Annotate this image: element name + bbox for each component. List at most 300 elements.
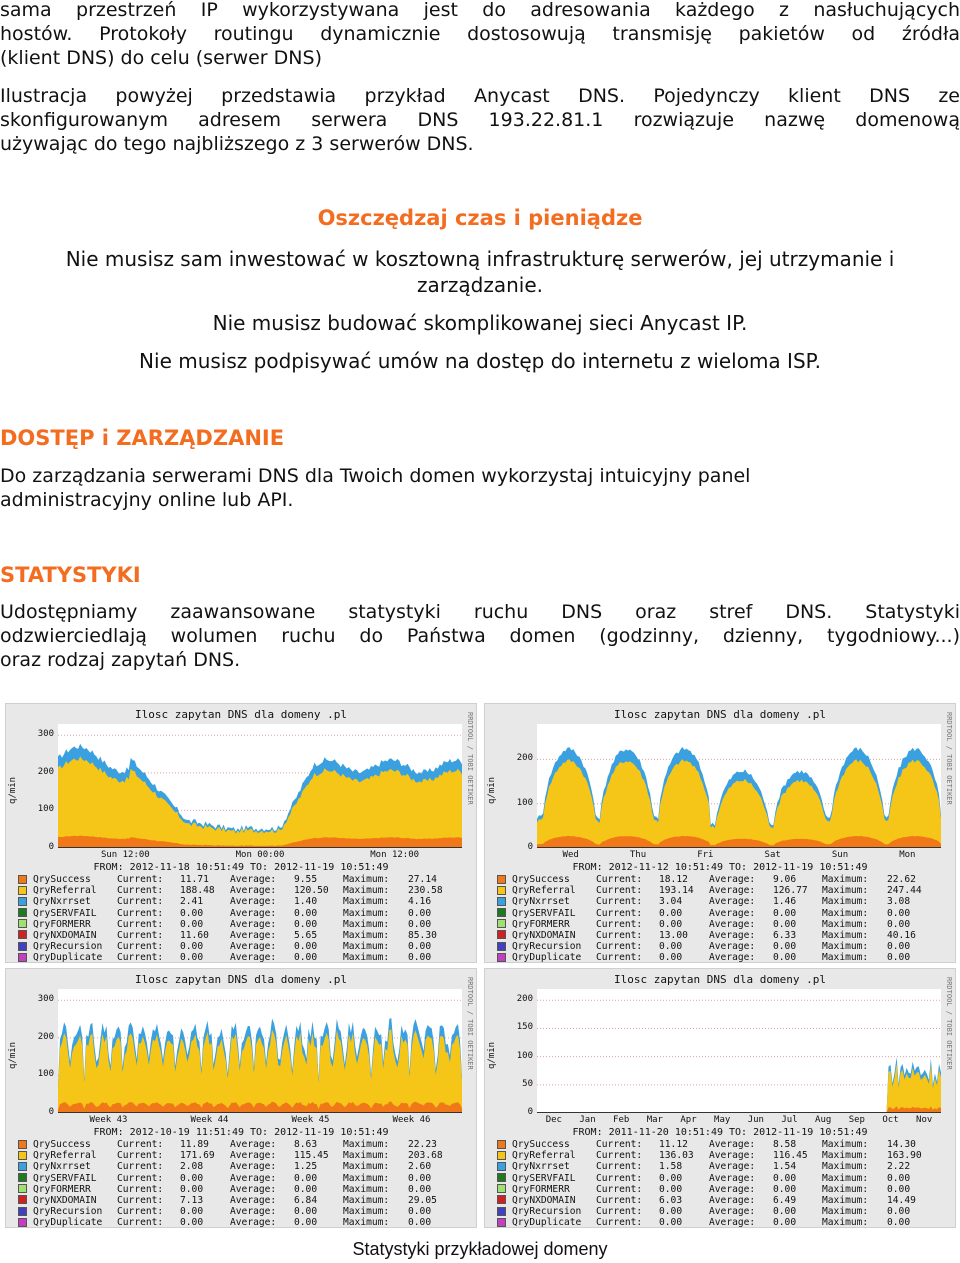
legend-current-label: Current: <box>117 1139 164 1150</box>
legend-maximum-value: 0.00 <box>408 1206 432 1218</box>
plot-background <box>537 989 941 1113</box>
legend-maximum-label: Maximum: <box>343 1172 390 1184</box>
legend-row <box>497 1139 947 1150</box>
legend-maximum-label: Maximum: <box>822 1183 869 1195</box>
legend-maximum-value: 22.62 <box>887 874 916 885</box>
legend-series-name: QryNXDOMAIN <box>512 929 576 941</box>
legend-average-value: 0.00 <box>294 941 318 953</box>
graph-panel <box>484 968 956 1228</box>
legend-swatch <box>18 942 27 951</box>
y-tick-label: 200 <box>37 1031 54 1042</box>
y-axis-label: q/min <box>487 776 497 804</box>
legend-current-label: Current: <box>117 1183 164 1195</box>
graph-plot-area <box>58 989 462 1113</box>
legend-maximum-value: 3.08 <box>887 896 911 908</box>
legend-current-label: Current: <box>596 941 643 953</box>
legend-series-name: QryDuplicate <box>33 952 103 963</box>
legend-current-value: 18.12 <box>659 874 688 885</box>
legend-row <box>497 1161 947 1172</box>
legend-maximum-value: 0.00 <box>408 918 432 930</box>
legend-average-label: Average: <box>709 1139 756 1150</box>
legend-current-value: 11.12 <box>659 1139 688 1150</box>
legend-maximum-value: 85.30 <box>408 929 437 941</box>
legend-average-label: Average: <box>709 1161 756 1173</box>
legend-current-value: 0.00 <box>659 952 683 963</box>
legend-current-value: 2.41 <box>180 896 204 908</box>
graph-title: Ilosc zapytan DNS dla domeny .pl <box>614 973 826 986</box>
y-axis-label: q/min <box>487 1041 497 1069</box>
legend-maximum-label: Maximum: <box>343 907 390 919</box>
legend-maximum-label: Maximum: <box>822 1161 869 1173</box>
x-tick-label: Jan <box>579 1115 596 1125</box>
legend-swatch <box>497 942 506 951</box>
x-tick-labels <box>58 850 462 862</box>
legend-swatch <box>18 908 27 917</box>
savings-paragraph-2: Nie musisz budować skomplikowanej sieci Anycast IP. <box>212 311 748 335</box>
legend-row <box>497 1184 947 1195</box>
legend-swatch <box>497 1207 506 1216</box>
legend-swatch <box>18 1184 27 1193</box>
legend-current-value: 0.00 <box>180 941 204 953</box>
legend-maximum-value: 0.00 <box>408 907 432 919</box>
intro-line-2: hostów. Protokoły routingu dynamicznie dostosowują transmisję pakietów od źródła <box>0 23 960 45</box>
legend-maximum-label: Maximum: <box>343 952 390 963</box>
stats-line-3: oraz rodzaj zapytań DNS. <box>0 649 241 671</box>
legend-current-value: 11.71 <box>180 874 209 885</box>
legend-average-label: Average: <box>230 1194 277 1206</box>
x-tick-label: Aug <box>815 1115 832 1125</box>
legend-swatch <box>497 1195 506 1204</box>
y-tick-label: 200 <box>516 994 533 1005</box>
legend-maximum-label: Maximum: <box>343 1139 390 1150</box>
y-tick-label: 0 <box>527 1107 533 1117</box>
legend-maximum-label: Maximum: <box>343 1194 390 1206</box>
legend-series-name: QryDuplicate <box>512 952 582 963</box>
x-tick-label: Dec <box>545 1115 562 1125</box>
legend-maximum-label: Maximum: <box>822 874 869 885</box>
legend-current-label: Current: <box>596 1161 643 1173</box>
legend-swatch <box>18 886 27 895</box>
legend-current-value: 136.03 <box>659 1150 694 1162</box>
legend-average-label: Average: <box>230 1206 277 1218</box>
x-tick-label: Week 45 <box>291 1115 330 1125</box>
y-tick-label: 0 <box>48 1107 54 1117</box>
legend-average-value: 0.00 <box>294 1206 318 1218</box>
legend-swatch <box>18 1140 27 1149</box>
legend-swatch <box>497 875 506 884</box>
legend-current-label: Current: <box>596 1194 643 1206</box>
legend-swatch <box>18 1218 27 1227</box>
legend-current-label: Current: <box>596 918 643 930</box>
y-axis-label: q/min <box>8 776 18 804</box>
y-tick-label: 300 <box>37 729 54 740</box>
legend-maximum-value: 14.49 <box>887 1194 916 1206</box>
y-tick-label: 200 <box>516 753 533 764</box>
legend-average-value: 126.77 <box>773 885 808 897</box>
legend-swatch <box>497 1184 506 1193</box>
legend-maximum-value: 27.14 <box>408 874 437 885</box>
graph-panel <box>484 703 956 963</box>
x-tick-label: Mar <box>646 1115 663 1125</box>
legend-average-label: Average: <box>230 1161 277 1173</box>
legend-average-value: 0.00 <box>773 1172 797 1184</box>
legend-row <box>497 1195 947 1206</box>
legend-row <box>18 1150 468 1161</box>
legend-current-label: Current: <box>117 929 164 941</box>
legend-maximum-value: 163.90 <box>887 1150 922 1162</box>
legend-current-value: 0.00 <box>659 907 683 919</box>
legend-row <box>18 874 468 885</box>
legend-series-name: QrySuccess <box>512 874 570 885</box>
legend-current-value: 188.48 <box>180 885 215 897</box>
legend-average-label: Average: <box>709 918 756 930</box>
legend-current-label: Current: <box>117 1150 164 1162</box>
legend-maximum-value: 0.00 <box>408 1183 432 1195</box>
legend-current-label: Current: <box>596 874 643 885</box>
legend-current-label: Current: <box>117 907 164 919</box>
legend-swatch <box>497 953 506 962</box>
legend-average-value: 1.40 <box>294 896 318 908</box>
legend-average-label: Average: <box>230 929 277 941</box>
legend-current-value: 11.89 <box>180 1139 209 1150</box>
intro-line-3: (klient DNS) do celu (serwer DNS) <box>0 47 322 69</box>
legend-maximum-value: 0.00 <box>887 1183 911 1195</box>
legend-swatch <box>497 1173 506 1182</box>
legend-current-value: 0.00 <box>180 1183 204 1195</box>
figure-caption: Statystyki przykładowej domeny <box>352 1239 608 1259</box>
legend-current-value: 0.00 <box>180 1217 204 1228</box>
savings-heading: Oszczędzaj czas i pieniądze <box>317 206 643 230</box>
x-tick-label: Feb <box>613 1115 630 1125</box>
legend-current-label: Current: <box>596 929 643 941</box>
graph-plot-area <box>58 724 462 848</box>
legend-average-label: Average: <box>709 907 756 919</box>
legend-swatch <box>18 953 27 962</box>
legend-series-name: QryFORMERR <box>512 918 570 930</box>
legend-swatch <box>18 897 27 906</box>
legend-average-value: 1.46 <box>773 896 797 908</box>
legend-series-name: QryReferral <box>512 885 576 897</box>
legend-average-label: Average: <box>230 952 277 963</box>
legend-series-name: QryReferral <box>33 1150 97 1162</box>
legend-series-name: QrySuccess <box>33 874 91 885</box>
legend-maximum-value: 0.00 <box>887 952 911 963</box>
legend-average-value: 0.00 <box>773 1206 797 1218</box>
graph-legend <box>18 874 468 963</box>
graph-time-range: FROM: 2012-11-18 10:51:49 TO: 2012-11-19 10:51:49 <box>93 862 389 873</box>
legend-current-value: 171.69 <box>180 1150 215 1162</box>
legend-row <box>18 1217 468 1228</box>
x-tick-label: Thu <box>629 850 647 860</box>
legend-series-name: QryRecursion <box>33 941 103 953</box>
x-tick-label: Jun <box>747 1115 764 1125</box>
legend-row <box>18 896 468 907</box>
legend-swatch <box>497 908 506 917</box>
legend-current-label: Current: <box>117 1217 164 1228</box>
legend-swatch <box>497 886 506 895</box>
legend-series-name: QryNXDOMAIN <box>33 1194 97 1206</box>
legend-row <box>497 919 947 930</box>
legend-swatch <box>18 1162 27 1171</box>
legend-maximum-label: Maximum: <box>822 1150 869 1162</box>
legend-maximum-label: Maximum: <box>343 874 390 885</box>
legend-average-value: 6.33 <box>773 929 797 941</box>
legend-maximum-label: Maximum: <box>822 918 869 930</box>
legend-current-value: 0.00 <box>180 952 204 963</box>
legend-swatch <box>497 919 506 928</box>
legend-maximum-value: 29.05 <box>408 1194 437 1206</box>
legend-row <box>18 1184 468 1195</box>
stats-heading: STATYSTYKI <box>0 563 141 587</box>
legend-average-value: 0.00 <box>294 1183 318 1195</box>
legend-average-value: 9.55 <box>294 874 318 885</box>
legend-maximum-label: Maximum: <box>343 885 390 897</box>
stats-line-2: odzwierciedlają wolumen ruchu do Państwa domen (godzinny, dzienny, tygodniowy...) <box>0 625 960 647</box>
y-tick-label: 100 <box>37 1069 54 1080</box>
legend-series-name: QryReferral <box>512 1150 576 1162</box>
legend-maximum-value: 0.00 <box>887 941 911 953</box>
legend-average-value: 0.00 <box>773 918 797 930</box>
legend-swatch <box>18 1195 27 1204</box>
legend-row <box>497 1150 947 1161</box>
legend-swatch <box>18 1207 27 1216</box>
x-tick-labels <box>537 850 941 862</box>
x-tick-label: Week 43 <box>89 1115 128 1125</box>
y-tick-label: 100 <box>37 804 54 815</box>
x-tick-label: Sat <box>764 850 781 860</box>
legend-series-name: QryNxrrset <box>33 896 91 908</box>
y-tick-label: 150 <box>516 1022 533 1033</box>
x-tick-label: Nov <box>916 1115 933 1125</box>
legend-swatch <box>18 875 27 884</box>
legend-series-name: QrySuccess <box>512 1139 570 1150</box>
legend-series-name: QryNxrrset <box>512 1161 570 1173</box>
legend-average-value: 0.00 <box>773 941 797 953</box>
legend-average-value: 0.00 <box>294 918 318 930</box>
legend-average-value: 0.00 <box>773 1217 797 1228</box>
legend-maximum-label: Maximum: <box>343 929 390 941</box>
graph-time-range: FROM: 2011-11-20 10:51:49 TO: 2012-11-19 10:51:49 <box>572 1127 868 1138</box>
legend-maximum-value: 2.22 <box>887 1161 911 1173</box>
legend-current-label: Current: <box>596 907 643 919</box>
x-tick-label: Sep <box>848 1115 865 1125</box>
legend-swatch <box>18 930 27 939</box>
access-line-1: Do zarządzania serwerami DNS dla Twoich domen wykorzystaj intuicyjny panel <box>0 465 751 487</box>
legend-row <box>18 1206 468 1217</box>
legend-row <box>497 941 947 952</box>
legend-maximum-label: Maximum: <box>822 941 869 953</box>
legend-average-label: Average: <box>230 907 277 919</box>
legend-average-label: Average: <box>230 874 277 885</box>
legend-maximum-value: 203.68 <box>408 1150 443 1162</box>
legend-maximum-value: 230.58 <box>408 885 443 897</box>
y-tick-label: 100 <box>516 1050 533 1061</box>
y-tick-label: 50 <box>522 1078 533 1089</box>
graph-legend <box>18 1139 468 1228</box>
legend-average-value: 0.00 <box>773 1183 797 1195</box>
x-tick-label: Oct <box>882 1115 899 1125</box>
legend-average-value: 8.63 <box>294 1139 318 1150</box>
legend-maximum-label: Maximum: <box>822 907 869 919</box>
legend-current-value: 2.08 <box>180 1161 204 1173</box>
legend-maximum-label: Maximum: <box>822 952 869 963</box>
legend-average-value: 6.49 <box>773 1194 797 1206</box>
legend-current-value: 0.00 <box>659 1217 683 1228</box>
x-tick-label: Mon 12:00 <box>370 850 420 860</box>
x-tick-labels <box>537 1115 941 1127</box>
savings-paragraph-3: Nie musisz podpisywać umów na dostęp do internetu z wieloma ISP. <box>139 349 821 373</box>
x-tick-label: Apr <box>680 1115 697 1125</box>
legend-maximum-label: Maximum: <box>343 1206 390 1218</box>
legend-average-value: 0.00 <box>294 1172 318 1184</box>
legend-current-value: 1.58 <box>659 1161 683 1173</box>
y-tick-label: 0 <box>527 842 533 852</box>
legend-row <box>497 1173 947 1184</box>
legend-average-label: Average: <box>230 1139 277 1150</box>
legend-maximum-value: 2.60 <box>408 1161 432 1173</box>
legend-row <box>18 941 468 952</box>
legend-swatch <box>497 1140 506 1149</box>
access-line-2: administracyjny online lub API. <box>0 489 294 511</box>
legend-maximum-label: Maximum: <box>343 1150 390 1162</box>
graph-plot-area <box>537 989 941 1113</box>
legend-series-name: QryFORMERR <box>33 918 91 930</box>
legend-series-name: QryNXDOMAIN <box>512 1194 576 1206</box>
intro-line-1: sama przestrzeń IP wykorzystywana jest do adresowania każdego z nasłuchujących <box>0 0 960 21</box>
x-tick-label: Wed <box>562 850 579 860</box>
legend-maximum-label: Maximum: <box>822 1194 869 1206</box>
legend-maximum-label: Maximum: <box>822 885 869 897</box>
legend-maximum-label: Maximum: <box>822 1217 869 1228</box>
legend-maximum-value: 0.00 <box>887 918 911 930</box>
legend-row <box>18 1161 468 1172</box>
legend-series-name: QryNxrrset <box>512 896 570 908</box>
legend-row <box>497 1206 947 1217</box>
legend-maximum-label: Maximum: <box>343 918 390 930</box>
legend-current-label: Current: <box>117 918 164 930</box>
y-tick-label: 200 <box>37 766 54 777</box>
legend-average-label: Average: <box>230 1217 277 1228</box>
legend-row <box>18 1195 468 1206</box>
legend-current-value: 0.00 <box>659 941 683 953</box>
legend-series-name: QryFORMERR <box>512 1183 570 1195</box>
legend-row <box>497 874 947 885</box>
legend-swatch <box>497 897 506 906</box>
legend-current-value: 0.00 <box>180 907 204 919</box>
x-tick-label: Sun <box>831 850 849 860</box>
legend-series-name: QryFORMERR <box>33 1183 91 1195</box>
legend-current-label: Current: <box>596 1139 643 1150</box>
legend-average-label: Average: <box>709 1217 756 1228</box>
legend-current-label: Current: <box>596 1206 643 1218</box>
legend-average-label: Average: <box>230 941 277 953</box>
legend-maximum-value: 4.16 <box>408 896 432 908</box>
graph-side-text: RRDTOOL / TOBI OETIKER <box>466 977 474 1070</box>
legend-current-value: 0.00 <box>180 1206 204 1218</box>
legend-maximum-value: 22.23 <box>408 1139 437 1150</box>
graph-side-text: RRDTOOL / TOBI OETIKER <box>945 712 953 805</box>
legend-average-label: Average: <box>230 1172 277 1184</box>
graph-legend <box>497 1139 947 1228</box>
legend-average-label: Average: <box>709 896 756 908</box>
legend-average-value: 0.00 <box>294 907 318 919</box>
legend-average-label: Average: <box>709 1150 756 1162</box>
example-line-2: skonfigurowanym adresem serwera DNS 193.22.81.1 rozwiązuje nazwę domenową <box>0 109 960 131</box>
legend-current-label: Current: <box>117 941 164 953</box>
legend-average-value: 116.45 <box>773 1150 808 1162</box>
graph-panel <box>5 703 477 963</box>
legend-series-name: QrySERVFAIL <box>33 907 97 919</box>
legend-average-label: Average: <box>230 1150 277 1162</box>
legend-average-label: Average: <box>709 1206 756 1218</box>
legend-row <box>497 952 947 963</box>
legend-maximum-value: 0.00 <box>887 1217 911 1228</box>
legend-average-label: Average: <box>709 929 756 941</box>
access-heading: DOSTĘP i ZARZĄDZANIE <box>0 426 285 450</box>
legend-average-value: 8.58 <box>773 1139 797 1150</box>
legend-average-label: Average: <box>709 1183 756 1195</box>
legend-average-label: Average: <box>709 941 756 953</box>
legend-current-value: 193.14 <box>659 885 694 897</box>
legend-series-name: QryRecursion <box>512 941 582 953</box>
legend-average-value: 9.06 <box>773 874 797 885</box>
legend-series-name: QryReferral <box>33 885 97 897</box>
graph-legend <box>497 874 947 963</box>
legend-current-value: 7.13 <box>180 1194 204 1206</box>
legend-row <box>497 908 947 919</box>
legend-maximum-value: 0.00 <box>887 1172 911 1184</box>
legend-current-value: 0.00 <box>659 1206 683 1218</box>
legend-average-label: Average: <box>230 918 277 930</box>
legend-current-label: Current: <box>117 1161 164 1173</box>
legend-series-name: QrySERVFAIL <box>512 1172 576 1184</box>
legend-current-value: 0.00 <box>180 1172 204 1184</box>
y-tick-label: 300 <box>37 994 54 1005</box>
x-tick-label: Fri <box>697 850 714 860</box>
legend-current-label: Current: <box>596 896 643 908</box>
legend-maximum-label: Maximum: <box>343 1161 390 1173</box>
graph-title: Ilosc zapytan DNS dla domeny .pl <box>135 708 347 721</box>
y-tick-label: 100 <box>516 797 533 808</box>
legend-row <box>18 908 468 919</box>
stats-line-1: Udostępniamy zaawansowane statystyki ruchu DNS oraz stref DNS. Statystyki <box>0 601 960 623</box>
legend-average-label: Average: <box>709 952 756 963</box>
graph-title: Ilosc zapytan DNS dla domeny .pl <box>135 973 347 986</box>
legend-maximum-label: Maximum: <box>822 1206 869 1218</box>
x-tick-label: Sun 12:00 <box>100 850 150 860</box>
legend-average-label: Average: <box>230 1183 277 1195</box>
legend-series-name: QryNXDOMAIN <box>33 929 97 941</box>
y-axis-label: q/min <box>8 1041 18 1069</box>
legend-average-value: 1.54 <box>773 1161 797 1173</box>
legend-average-value: 0.00 <box>294 952 318 963</box>
legend-current-label: Current: <box>117 885 164 897</box>
example-line-1: Ilustracja powyżej przedstawia przykład Anycast DNS. Pojedynczy klient DNS ze <box>0 85 960 107</box>
x-tick-label: Mon 00:00 <box>235 850 285 860</box>
legend-row <box>18 930 468 941</box>
x-tick-label: Week 44 <box>190 1115 229 1125</box>
y-tick-label: 0 <box>48 842 54 852</box>
legend-maximum-value: 247.44 <box>887 885 922 897</box>
legend-current-value: 0.00 <box>659 1172 683 1184</box>
x-tick-label: May <box>714 1115 731 1125</box>
legend-maximum-label: Maximum: <box>343 941 390 953</box>
legend-row <box>497 896 947 907</box>
graph-time-range: FROM: 2012-11-12 10:51:49 TO: 2012-11-19 10:51:49 <box>572 862 868 873</box>
legend-average-value: 115.45 <box>294 1150 329 1162</box>
legend-current-label: Current: <box>117 1172 164 1184</box>
legend-current-label: Current: <box>117 952 164 963</box>
